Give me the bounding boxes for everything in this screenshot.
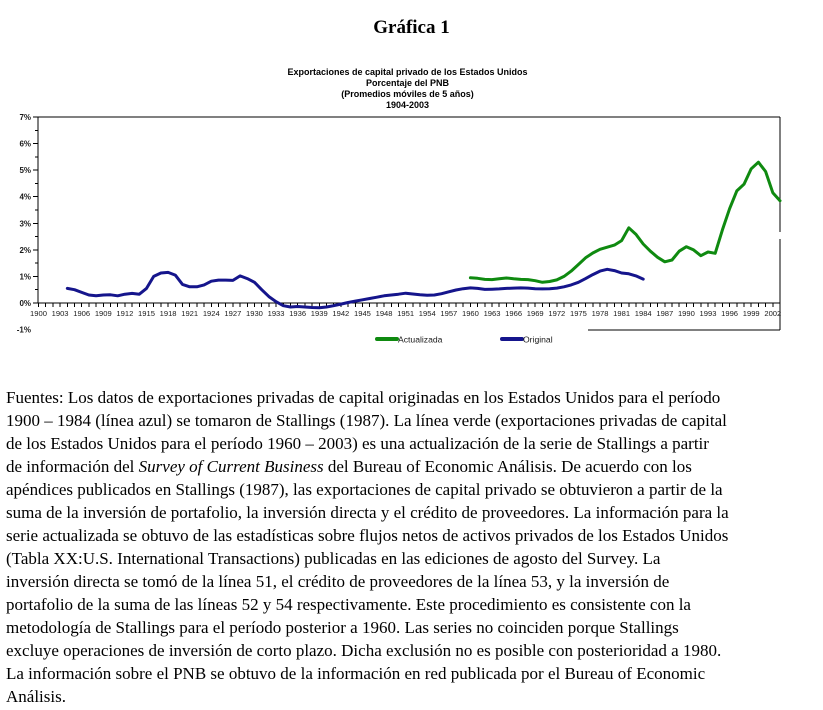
source-note-line: [6, 593, 819, 616]
x-tick-label: 1939: [310, 309, 328, 318]
x-tick-label: 1924: [202, 309, 220, 318]
source-note-text: La información sobre el PNB se obtuvo de la información en red publicada por el Bureau of Economic: [6, 664, 706, 683]
x-tick-label: 2002: [764, 309, 782, 318]
chart-subtitle-line: Exportaciones de capital privado de los Estados Unidos: [287, 67, 528, 77]
y-tick-label: 4%: [19, 192, 31, 202]
series-lines: [67, 162, 780, 308]
x-axis-ticks: [39, 303, 781, 307]
source-note-text: (Tabla XX:U.S. International Transactions) publicadas en las ediciones de agosto del Survey. La: [6, 549, 661, 568]
x-tick-label: 1948: [375, 309, 393, 318]
y-tick-label: -1%: [16, 325, 31, 335]
y-tick-label: 5%: [19, 166, 31, 176]
series-actualizada-line: [470, 162, 780, 282]
source-note-text: 1900 – 1984 (línea azul) se tomaron de Stallings (1987). La línea verde (exportaciones privadas de capital: [6, 411, 727, 430]
legend-label-original: Original: [523, 334, 553, 345]
source-note-italic-text: Survey of Current Business: [138, 457, 324, 476]
y-tick-label: 7%: [19, 113, 31, 123]
chart-legend: [377, 335, 553, 345]
source-note-line: [6, 478, 819, 501]
x-tick-label: 1993: [699, 309, 717, 318]
source-note-line: [6, 662, 819, 685]
source-note-text: inversión directa se tomó de la línea 51, el crédito de proveedores de la línea 53, y la inversión de: [6, 572, 670, 591]
x-tick-label: 1942: [332, 309, 350, 318]
y-tick-label: 6%: [19, 139, 31, 149]
y-axis-ticks: [33, 117, 38, 303]
x-tick-label: 1975: [569, 309, 587, 318]
source-note: [6, 386, 819, 708]
source-note-line: [6, 547, 819, 570]
x-tick-label: 1900: [30, 309, 47, 318]
x-tick-label: 1906: [73, 309, 91, 318]
x-tick-label: 1960: [461, 309, 479, 318]
x-tick-label: 1933: [267, 309, 285, 318]
x-tick-label: 1963: [483, 309, 501, 318]
x-tick-label: 1909: [94, 309, 112, 318]
y-tick-label: 1%: [19, 272, 31, 282]
source-note-text: portafolio de la suma de las líneas 52 y 54 respectivamente. Este procedimiento es consistente con la: [6, 595, 691, 614]
series-original-line: [67, 269, 643, 308]
source-note-text: del Bureau of Economic Análisis. De acuerdo con los: [323, 457, 692, 476]
chart-subtitle-line: 1904-2003: [385, 100, 430, 110]
source-note-line: [6, 685, 819, 708]
source-note-line: [6, 432, 819, 455]
source-note-text: Fuentes: Los datos de exportaciones privadas de capital originadas en los Estados Unidos para el período: [6, 388, 721, 407]
source-note-line: [6, 455, 819, 478]
x-tick-label: 1921: [181, 309, 199, 318]
source-note-text: excluye operaciones de inversión de corto plazo. Dicha exclusión no es posible con posterioridad a 1980.: [6, 641, 722, 660]
y-tick-label: 3%: [19, 219, 31, 229]
x-tick-label: 1996: [721, 309, 739, 318]
page-title: Gráfica 1: [373, 17, 450, 38]
chart-subtitle-line: (Promedios móviles de 5 años): [341, 89, 474, 99]
x-tick-label: 1936: [289, 309, 307, 318]
x-tick-label: 1951: [397, 309, 415, 318]
source-note-line: [6, 616, 819, 639]
source-note-text: apéndices publicados en Stallings (1987), las exportaciones de capital privado se obtuvieron a partir de la: [6, 480, 723, 499]
x-tick-label: 1957: [440, 309, 458, 318]
legend-label-actualizada: Actualizada: [398, 334, 443, 345]
y-tick-label: 2%: [19, 245, 31, 255]
x-tick-label: 1984: [634, 309, 652, 318]
source-note-text: metodología de Stallings para el período posterior a 1960. Las series no coinciden porque Stallings: [6, 618, 679, 637]
source-note-text: suma de la inversión de portafolio, la inversión directa y el crédito de proveedores. La información para la: [6, 503, 729, 522]
chart-subtitle-line: Porcentaje del PNB: [365, 78, 450, 88]
source-note-text: de los Estados Unidos para el período 1960 – 2003) es una actualización de la serie de Stallings a partir: [6, 434, 709, 453]
x-tick-label: 1981: [613, 309, 631, 318]
x-tick-label: 1927: [224, 309, 242, 318]
x-tick-label: 1954: [418, 309, 436, 318]
source-note-text: Análisis.: [6, 687, 66, 706]
x-tick-label: 1912: [116, 309, 134, 318]
x-axis-labels: [30, 309, 781, 318]
x-tick-label: 1930: [246, 309, 263, 318]
x-tick-label: 1966: [505, 309, 523, 318]
x-tick-label: 1969: [526, 309, 544, 318]
x-tick-label: 1918: [159, 309, 177, 318]
x-tick-label: 1903: [51, 309, 69, 318]
y-axis-labels: [17, 113, 31, 335]
source-note-text: de información del: [6, 457, 139, 476]
x-tick-label: 1972: [548, 309, 566, 318]
plot-border: [38, 117, 780, 330]
x-tick-label: 1987: [656, 309, 674, 318]
source-note-line: [6, 524, 819, 547]
x-tick-label: 1999: [742, 309, 760, 318]
source-note-line: [6, 386, 819, 409]
x-tick-label: 1990: [677, 309, 695, 318]
x-tick-label: 1978: [591, 309, 609, 318]
x-tick-label: 1915: [138, 309, 155, 318]
source-note-line: [6, 409, 819, 432]
source-note-line: [6, 570, 819, 593]
x-tick-label: 1945: [354, 309, 371, 318]
y-tick-label: 0%: [19, 299, 31, 308]
source-note-text: serie actualizada se obtuvo de las estadísticas sobre flujos netos de activos privados de los Estados Unidos: [6, 526, 729, 545]
source-note-line: [6, 501, 819, 524]
source-note-line: [6, 639, 819, 662]
